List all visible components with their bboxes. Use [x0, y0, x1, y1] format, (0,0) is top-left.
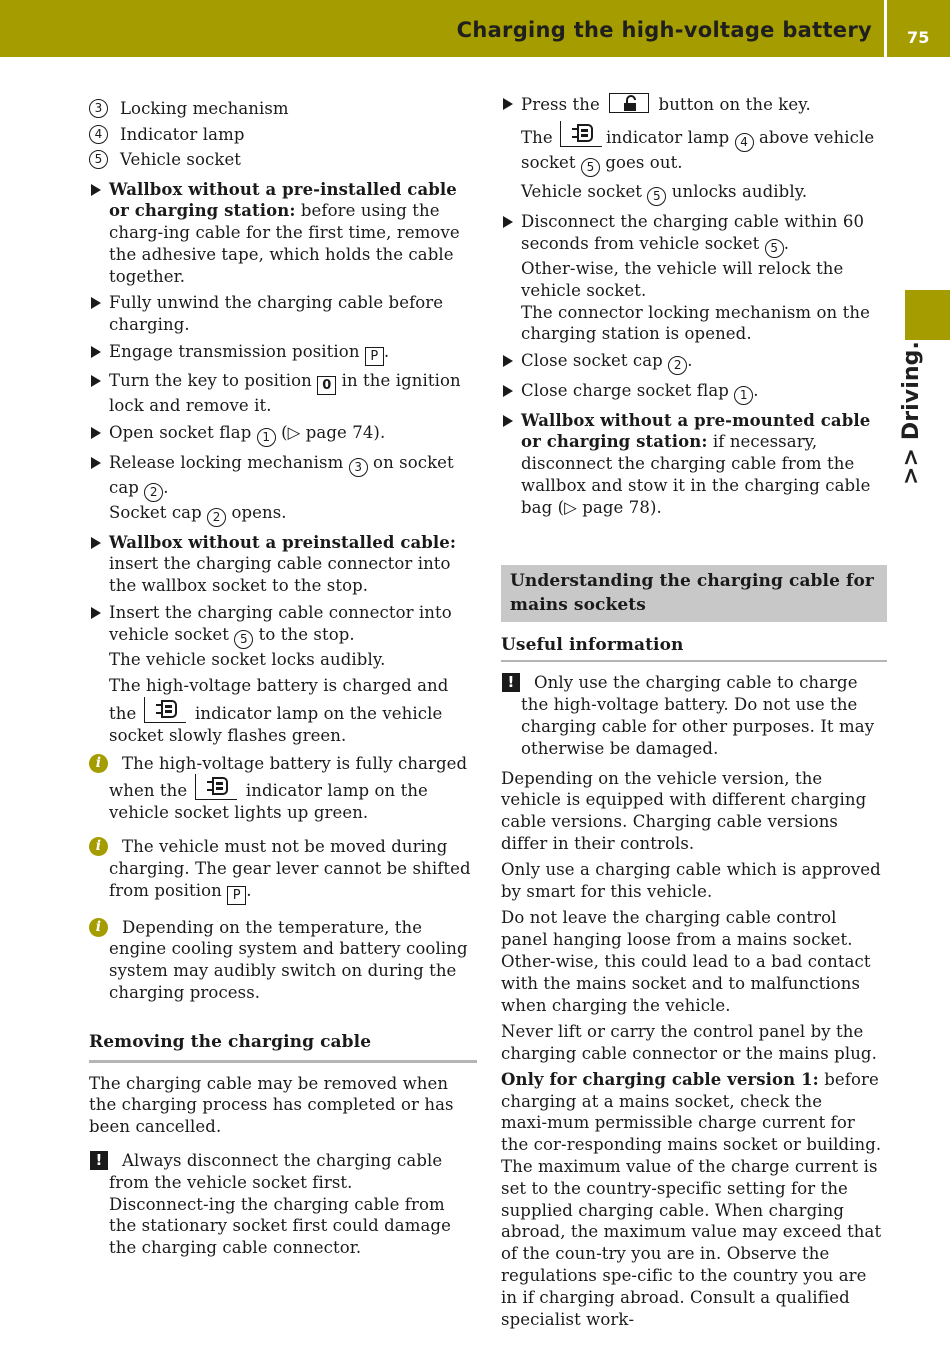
step-result: The high-voltage battery is charged and the indicator lamp on the vehicle socket slowly flashes green. — [109, 676, 449, 745]
section-label: >> Driving. — [899, 341, 924, 485]
instruction-step: Press the button on the key. — [501, 93, 887, 116]
step-arrow-icon — [503, 415, 513, 427]
charging-indicator-lamp-icon — [195, 774, 237, 800]
callout-number: 4 — [89, 125, 108, 144]
step-result: The vehicle socket locks audibly. — [109, 649, 386, 669]
header-bar — [0, 0, 950, 57]
unlock-icon — [609, 93, 649, 113]
body-paragraph: The charging cable may be removed when the charging process has completed or has been cancelled. — [89, 1073, 454, 1137]
instruction-step: Open socket flap 1 (▷ page 74). — [89, 422, 477, 447]
legend-item — [89, 147, 477, 173]
callout-number: 3 — [349, 458, 368, 477]
callout-number: 3 — [89, 99, 108, 118]
step-arrow-icon — [91, 375, 101, 387]
subsection-heading: Useful information — [501, 635, 887, 663]
instruction-step: Release locking mechanism 3 on socket cap 2 . — [89, 452, 477, 502]
step-arrow-icon — [91, 457, 101, 469]
body-paragraph: Only use a charging cable which is approved by smart for this vehicle. — [501, 860, 881, 902]
charging-indicator-lamp-icon — [560, 121, 602, 147]
warning-icon: ! — [90, 1151, 108, 1170]
callout-number: 5 — [89, 150, 108, 169]
section-tab-marker — [905, 290, 950, 340]
callout-number: 5 — [581, 158, 600, 177]
instruction-step: Engage transmission position P . — [89, 341, 477, 366]
instruction-step: Wallbox without a pre-mounted cable or charging station: if necessary, disconnect the charging cable from the wallbox and stow it in the charging cable bag (▷ page 78). — [501, 410, 887, 519]
left-column — [89, 96, 477, 1271]
callout-number: 4 — [735, 133, 754, 152]
instruction-step: Wallbox without a pre-installed cable or charging station: before using the charg‑ing cable for the first time, remove the adhesive tape, which holds the cable together. — [89, 179, 477, 288]
step-arrow-icon — [503, 355, 513, 367]
body-paragraph: Only for charging cable version 1: before charging at a mains socket, check the maxi‑mum permissible charge current for the cor‑responding mains socket or building. The maximum value of the charge current is set to the country-specific setting for the supplied charging cable. When charging abroad, the maximum value may exceed that of the coun‑try you are in. Observe the regulations spe‑cific to the country you are in if charging abroad. Consult a qualified specialist work‑ — [501, 1069, 882, 1329]
step-arrow-icon — [503, 98, 513, 110]
legend-item — [89, 96, 477, 122]
step-arrow-icon — [91, 427, 101, 439]
info-note: i The high-voltage battery is fully charged when the indicator lamp on the vehicle socket lights up green. — [89, 753, 477, 824]
instruction-step: Wallbox without a preinstalled cable: insert the charging cable connector into the wallbox socket to the stop. — [89, 532, 477, 597]
callout-number: 5 — [647, 187, 666, 206]
step-arrow-icon — [91, 184, 101, 196]
page-number: 75 — [907, 28, 930, 47]
key-position-box: 0 — [317, 376, 336, 395]
page-reference-link[interactable]: (▷ page 74). — [275, 423, 386, 443]
callout-number: 5 — [234, 630, 253, 649]
step-arrow-icon — [91, 537, 101, 549]
info-icon: i — [89, 837, 108, 856]
section-heading-box: Understanding the charging cable for mains sockets — [501, 565, 887, 622]
warning-note: ! Always disconnect the charging cable from the vehicle socket first. Disconnect‑ing the charging cable from the stationary socket first could damage the charging cable connector. — [89, 1150, 477, 1259]
instruction-step: Insert the charging cable connector into vehicle socket 5 to the stop. — [89, 602, 477, 649]
step-result: Vehicle socket 5 unlocks audibly. — [501, 181, 887, 206]
callout-number: 5 — [765, 239, 784, 258]
legend-label: Vehicle socket — [120, 150, 242, 169]
body-paragraph: Never lift or carry the control panel by the charging cable connector or the mains plug. — [501, 1021, 877, 1063]
legend-label: Locking mechanism — [120, 99, 289, 118]
warning-note: ! Only use the charging cable to charge the high-voltage battery. Do not use the charging cable for other purposes. It may otherwise be damaged. — [501, 672, 887, 759]
callout-number: 1 — [734, 386, 753, 405]
callout-number: 1 — [257, 428, 276, 447]
callout-number: 2 — [207, 508, 226, 527]
header-divider — [884, 0, 887, 57]
gear-position-key: P — [227, 886, 246, 905]
instruction-step: Turn the key to position 0 in the ignition lock and remove it. — [89, 370, 477, 417]
step-result: Socket cap 2 opens. — [89, 502, 477, 527]
step-result: The connector locking mechanism on the charging station is opened. — [521, 302, 870, 344]
info-icon: i — [89, 754, 108, 773]
step-result: The indicator lamp 4 above vehicle socket 5 goes out. — [501, 121, 887, 177]
gear-position-key: P — [365, 347, 384, 366]
callout-number: 2 — [144, 483, 163, 502]
warning-icon: ! — [502, 673, 520, 692]
legend-item — [89, 122, 477, 148]
right-column — [501, 93, 887, 1335]
instruction-step: Disconnect the charging cable within 60 seconds from vehicle socket 5 . Other‑wise, the vehicle will relock the vehicle socket. — [501, 211, 887, 301]
callout-number: 2 — [668, 356, 687, 375]
page-title: Charging the high-voltage battery — [456, 18, 872, 42]
instruction-step: Fully unwind the charging cable before charging. — [89, 292, 477, 336]
instruction-step: Close socket cap 2 . — [501, 350, 887, 375]
instruction-step: Close charge socket flap 1 . — [501, 380, 887, 405]
info-note: i The vehicle must not be moved during charging. The gear lever cannot be shifted from position P . — [89, 836, 477, 905]
section-heading: Removing the charging cable — [89, 1032, 477, 1063]
body-paragraph: Do not leave the charging cable control panel hanging loose from a mains socket. Other‑wise, this could lead to a bad contact with the mains socket and to malfunctions when charging the vehicle. — [501, 908, 871, 1015]
info-icon: i — [89, 918, 108, 937]
charging-indicator-lamp-icon — [144, 697, 186, 723]
step-arrow-icon — [91, 297, 101, 309]
step-arrow-icon — [91, 346, 101, 358]
body-paragraph: Depending on the vehicle version, the vehicle is equipped with different charging cable versions. Charging cable versions differ in their controls. — [501, 768, 867, 853]
legend-list — [89, 96, 477, 173]
step-arrow-icon — [503, 385, 513, 397]
step-arrow-icon — [503, 216, 513, 228]
legend-label: Indicator lamp — [120, 124, 245, 144]
info-note: i Depending on the temperature, the engine cooling system and battery cooling system may audibly switch on during the charging process. — [89, 917, 477, 1004]
step-arrow-icon — [91, 607, 101, 619]
